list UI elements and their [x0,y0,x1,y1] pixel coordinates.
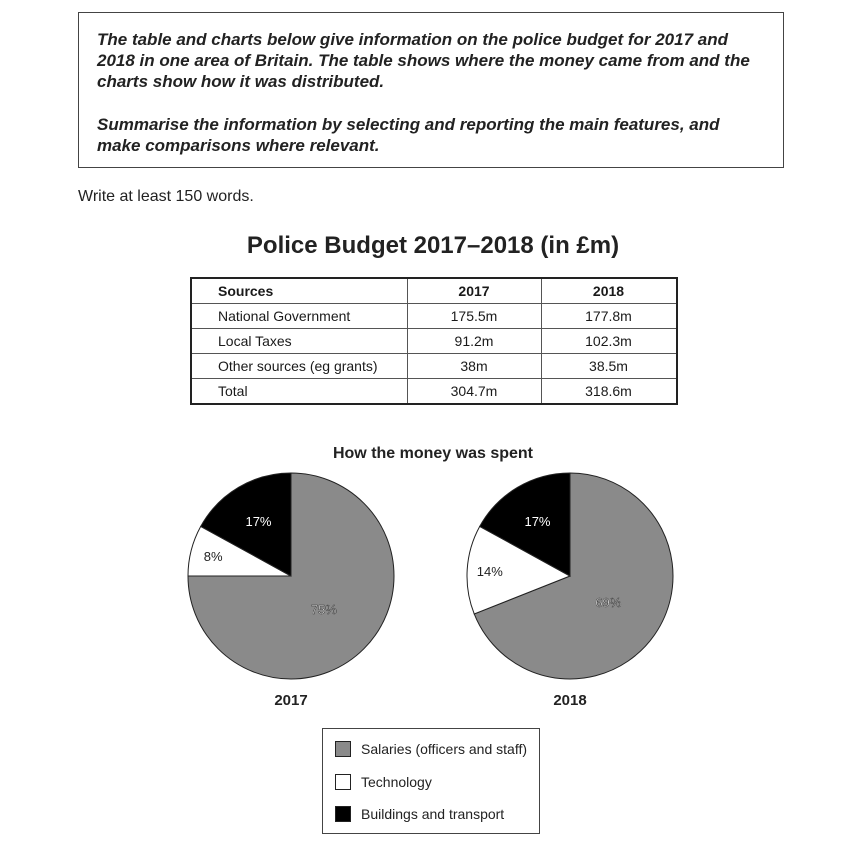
pie-label-technology-2018: 14% [476,563,503,579]
legend-item-technology [335,772,432,792]
legend-item-buildings [335,804,504,824]
table-cell: 38m [407,354,541,379]
pie-chart-title: How the money was spent [332,445,534,462]
pie-label-salaries-2017: 75% [310,601,337,617]
pie-label-technology-2017: 8% [203,549,223,565]
table-header-cell: 2018 [541,278,677,304]
table-cell: 177.8m [541,304,677,329]
legend-swatch-technology [335,774,351,790]
task-prompt-box [78,12,784,168]
task-instruction-text: Summarise the information by selecting and reporting the main features, and make comparisons where relevant. [97,115,720,155]
table-row [191,304,677,329]
legend-item-salaries [335,739,527,759]
pie-year-label-2017: 2017 [274,692,308,709]
table-row [191,354,677,379]
table-cell: 318.6m [541,379,677,405]
budget-table [190,277,678,405]
table-header-row [191,278,677,304]
pie-label-salaries-2018: 69% [595,595,622,611]
table-row [191,379,677,405]
table-cell: National Government [191,304,407,329]
pie-charts [0,470,866,720]
table-cell: 304.7m [407,379,541,405]
table-cell: 91.2m [407,329,541,354]
legend-swatch-buildings [335,806,351,822]
table-cell: Total [191,379,407,405]
legend-label: Technology [361,774,432,790]
pie-label-buildings-2018: 17% [524,514,551,530]
table-header-cell: 2017 [407,278,541,304]
table-header-cell: Sources [191,278,407,304]
table-cell: Other sources (eg grants) [191,354,407,379]
table-cell: 102.3m [541,329,677,354]
table-cell: 38.5m [541,354,677,379]
pie-label-buildings-2017: 17% [245,514,272,530]
table-cell: 175.5m [407,304,541,329]
legend-label: Buildings and transport [361,806,505,822]
legend-swatch-salaries [335,741,351,757]
pie-year-label-2018: 2018 [553,692,587,709]
table-title: Police Budget 2017–2018 (in £m) [246,232,620,259]
legend [322,728,540,834]
task-prompt-text: The table and charts below give information on the police budget for 2017 and 2018 in one area of Britain. The table shows where the money came from and the charts show how it was distributed. [97,30,750,91]
word-requirement: Write at least 150 words. [78,188,254,205]
legend-label: Salaries (officers and staff) [361,741,528,757]
table-cell: Local Taxes [191,329,407,354]
table-row [191,329,677,354]
